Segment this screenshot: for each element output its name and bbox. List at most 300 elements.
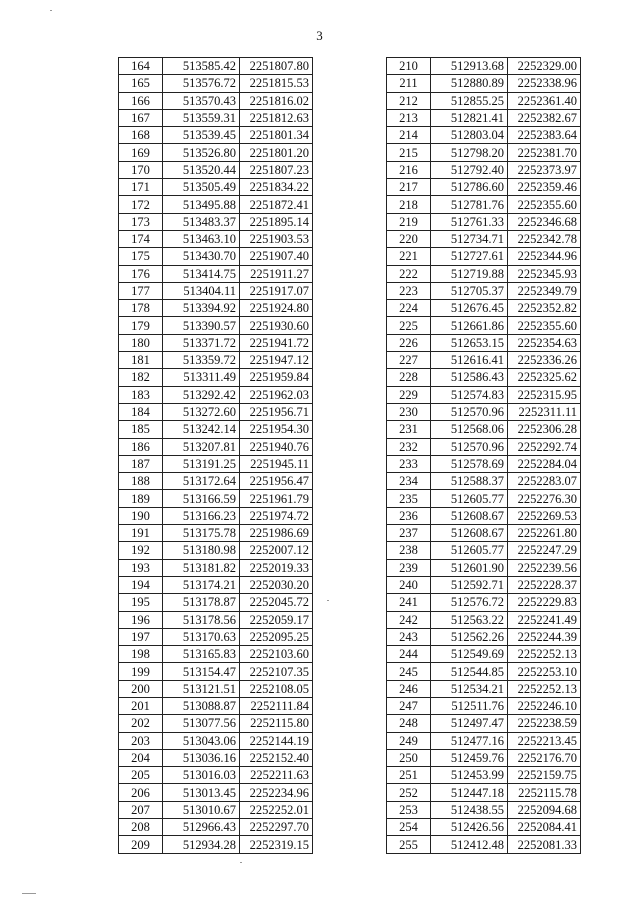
y-coordinate: 2252283.07 (508, 473, 581, 490)
point-number: 209 (119, 836, 163, 853)
y-coordinate: 2252336.26 (508, 352, 581, 369)
page-number: 3 (316, 28, 323, 43)
point-number: 218 (387, 196, 431, 213)
table-row (119, 317, 313, 334)
x-coordinate: 512592.71 (431, 576, 508, 593)
y-coordinate: 2252252.01 (240, 801, 313, 818)
table-row (119, 179, 313, 196)
table-row (387, 525, 581, 542)
point-number: 187 (119, 455, 163, 472)
table-row (387, 784, 581, 801)
x-coordinate: 513043.06 (163, 732, 240, 749)
point-number: 221 (387, 248, 431, 265)
x-coordinate: 512563.22 (431, 611, 508, 628)
x-coordinate: 512601.90 (431, 559, 508, 576)
table-row (387, 646, 581, 663)
x-coordinate: 513166.23 (163, 507, 240, 524)
point-number: 246 (387, 680, 431, 697)
x-coordinate: 513172.64 (163, 473, 240, 490)
point-number: 190 (119, 507, 163, 524)
point-number: 186 (119, 438, 163, 455)
point-number: 166 (119, 92, 163, 109)
table-row (119, 663, 313, 680)
x-coordinate: 513359.72 (163, 352, 240, 369)
point-number: 172 (119, 196, 163, 213)
point-number: 229 (387, 386, 431, 403)
point-number: 234 (387, 473, 431, 490)
point-number: 175 (119, 248, 163, 265)
x-coordinate: 513520.44 (163, 161, 240, 178)
point-number: 169 (119, 144, 163, 161)
table-row (387, 282, 581, 299)
y-coordinate: 2252084.41 (508, 819, 581, 836)
point-number: 191 (119, 525, 163, 542)
y-coordinate: 2252107.35 (240, 663, 313, 680)
table-row (387, 352, 581, 369)
x-coordinate: 513483.37 (163, 213, 240, 230)
point-number: 184 (119, 403, 163, 420)
x-coordinate: 512798.20 (431, 144, 508, 161)
point-number: 212 (387, 92, 431, 109)
point-number: 194 (119, 576, 163, 593)
point-number: 201 (119, 697, 163, 714)
point-number: 183 (119, 386, 163, 403)
point-number: 181 (119, 352, 163, 369)
x-coordinate: 512438.55 (431, 801, 508, 818)
x-coordinate: 512786.60 (431, 179, 508, 196)
y-coordinate: 2252381.70 (508, 144, 581, 161)
point-number: 211 (387, 75, 431, 92)
point-number: 200 (119, 680, 163, 697)
x-coordinate: 512453.99 (431, 767, 508, 784)
x-coordinate: 512426.56 (431, 819, 508, 836)
y-coordinate: 2251807.80 (240, 58, 313, 75)
table-row (387, 334, 581, 351)
x-coordinate: 513272.60 (163, 403, 240, 420)
x-coordinate: 513088.87 (163, 697, 240, 714)
coordinates-table-right (386, 57, 581, 854)
point-number: 227 (387, 352, 431, 369)
y-coordinate: 2252349.79 (508, 282, 581, 299)
y-coordinate: 2252238.59 (508, 715, 581, 732)
table-row (387, 369, 581, 386)
point-number: 217 (387, 179, 431, 196)
x-coordinate: 513463.10 (163, 230, 240, 247)
table-row (387, 576, 581, 593)
x-coordinate: 512549.69 (431, 646, 508, 663)
x-coordinate: 513311.49 (163, 369, 240, 386)
point-number: 243 (387, 628, 431, 645)
table-row (387, 732, 581, 749)
y-coordinate: 2252329.00 (508, 58, 581, 75)
y-coordinate: 2252229.83 (508, 594, 581, 611)
y-coordinate: 2252241.49 (508, 611, 581, 628)
y-coordinate: 2252152.40 (240, 749, 313, 766)
table-row (119, 403, 313, 420)
table-row (119, 58, 313, 75)
y-coordinate: 2252383.64 (508, 127, 581, 144)
table-row (119, 438, 313, 455)
x-coordinate: 513207.81 (163, 438, 240, 455)
table-row (119, 300, 313, 317)
point-number: 197 (119, 628, 163, 645)
coordinates-table-left (118, 57, 313, 854)
table-row (387, 542, 581, 559)
table-row (119, 715, 313, 732)
x-coordinate: 513371.72 (163, 334, 240, 351)
point-number: 215 (387, 144, 431, 161)
x-coordinate: 513174.21 (163, 576, 240, 593)
x-coordinate: 512734.71 (431, 230, 508, 247)
point-number: 228 (387, 369, 431, 386)
x-coordinate: 513559.31 (163, 109, 240, 126)
point-number: 179 (119, 317, 163, 334)
table-row (387, 801, 581, 818)
y-coordinate: 2251945.11 (240, 455, 313, 472)
y-coordinate: 2252252.13 (508, 646, 581, 663)
table-row (119, 92, 313, 109)
y-coordinate: 2251959.84 (240, 369, 313, 386)
x-coordinate: 512447.18 (431, 784, 508, 801)
table-row (119, 576, 313, 593)
x-coordinate: 512880.89 (431, 75, 508, 92)
table-row (119, 767, 313, 784)
y-coordinate: 2252319.15 (240, 836, 313, 853)
y-coordinate: 2251907.40 (240, 248, 313, 265)
x-coordinate: 512459.76 (431, 749, 508, 766)
y-coordinate: 2251947.12 (240, 352, 313, 369)
y-coordinate: 2252359.46 (508, 179, 581, 196)
y-coordinate: 2252354.63 (508, 334, 581, 351)
y-coordinate: 2251917.07 (240, 282, 313, 299)
point-number: 224 (387, 300, 431, 317)
table-row (387, 196, 581, 213)
point-number: 174 (119, 230, 163, 247)
y-coordinate: 2252315.95 (508, 386, 581, 403)
y-coordinate: 2251941.72 (240, 334, 313, 351)
point-number: 251 (387, 767, 431, 784)
scan-speck (327, 600, 329, 601)
x-coordinate: 513404.11 (163, 282, 240, 299)
table-row (119, 230, 313, 247)
point-number: 247 (387, 697, 431, 714)
x-coordinate: 512605.77 (431, 542, 508, 559)
table-row (387, 438, 581, 455)
point-number: 207 (119, 801, 163, 818)
x-coordinate: 513036.16 (163, 749, 240, 766)
point-number: 170 (119, 161, 163, 178)
y-coordinate: 2252269.53 (508, 507, 581, 524)
y-coordinate: 2252253.10 (508, 663, 581, 680)
x-coordinate: 512761.33 (431, 213, 508, 230)
y-coordinate: 2251834.22 (240, 179, 313, 196)
point-number: 244 (387, 646, 431, 663)
x-coordinate: 512705.37 (431, 282, 508, 299)
y-coordinate: 2252261.80 (508, 525, 581, 542)
y-coordinate: 2252115.80 (240, 715, 313, 732)
x-coordinate: 513165.83 (163, 646, 240, 663)
table-row (119, 559, 313, 576)
y-coordinate: 2251986.69 (240, 525, 313, 542)
x-coordinate: 512727.61 (431, 248, 508, 265)
x-coordinate: 512803.04 (431, 127, 508, 144)
table-row (119, 784, 313, 801)
point-number: 193 (119, 559, 163, 576)
table-row (387, 161, 581, 178)
table-row (387, 230, 581, 247)
x-coordinate: 512588.37 (431, 473, 508, 490)
point-number: 233 (387, 455, 431, 472)
x-coordinate: 512855.25 (431, 92, 508, 109)
y-coordinate: 2252246.10 (508, 697, 581, 714)
point-number: 164 (119, 58, 163, 75)
table-row (387, 403, 581, 420)
x-coordinate: 513010.67 (163, 801, 240, 818)
y-coordinate: 2252045.72 (240, 594, 313, 611)
table-row (387, 819, 581, 836)
x-coordinate: 512605.77 (431, 490, 508, 507)
table-row (387, 127, 581, 144)
y-coordinate: 2252344.96 (508, 248, 581, 265)
point-number: 225 (387, 317, 431, 334)
point-number: 188 (119, 473, 163, 490)
x-coordinate: 513505.49 (163, 179, 240, 196)
point-number: 239 (387, 559, 431, 576)
x-coordinate: 513077.56 (163, 715, 240, 732)
table-row (119, 161, 313, 178)
point-number: 238 (387, 542, 431, 559)
scan-speck (22, 893, 36, 894)
y-coordinate: 2251895.14 (240, 213, 313, 230)
x-coordinate: 512574.83 (431, 386, 508, 403)
y-coordinate: 2252059.17 (240, 611, 313, 628)
x-coordinate: 512608.67 (431, 525, 508, 542)
y-coordinate: 2252361.40 (508, 92, 581, 109)
table-row (119, 594, 313, 611)
x-coordinate: 513292.42 (163, 386, 240, 403)
point-number: 240 (387, 576, 431, 593)
table-row (387, 473, 581, 490)
table-row (119, 473, 313, 490)
table-row (119, 819, 313, 836)
x-coordinate: 513390.57 (163, 317, 240, 334)
y-coordinate: 2252292.74 (508, 438, 581, 455)
y-coordinate: 2251816.02 (240, 92, 313, 109)
x-coordinate: 512412.48 (431, 836, 508, 853)
y-coordinate: 2251801.20 (240, 144, 313, 161)
y-coordinate: 2252095.25 (240, 628, 313, 645)
x-coordinate: 513414.75 (163, 265, 240, 282)
x-coordinate: 513539.45 (163, 127, 240, 144)
point-number: 226 (387, 334, 431, 351)
point-number: 249 (387, 732, 431, 749)
point-number: 237 (387, 525, 431, 542)
y-coordinate: 2252019.33 (240, 559, 313, 576)
table-row (387, 213, 581, 230)
x-coordinate: 512792.40 (431, 161, 508, 178)
y-coordinate: 2252007.12 (240, 542, 313, 559)
y-coordinate: 2252325.62 (508, 369, 581, 386)
y-coordinate: 2252213.45 (508, 732, 581, 749)
point-number: 182 (119, 369, 163, 386)
table-row (387, 109, 581, 126)
x-coordinate: 512966.43 (163, 819, 240, 836)
point-number: 178 (119, 300, 163, 317)
y-coordinate: 2252144.19 (240, 732, 313, 749)
table-row (387, 75, 581, 92)
y-coordinate: 2251956.47 (240, 473, 313, 490)
point-number: 192 (119, 542, 163, 559)
point-number: 248 (387, 715, 431, 732)
table-row (387, 628, 581, 645)
point-number: 222 (387, 265, 431, 282)
table-row (119, 386, 313, 403)
table-row (119, 196, 313, 213)
table-row (119, 369, 313, 386)
y-coordinate: 2252081.33 (508, 836, 581, 853)
x-coordinate: 512578.69 (431, 455, 508, 472)
table-row (119, 455, 313, 472)
y-coordinate: 2252115.78 (508, 784, 581, 801)
x-coordinate: 513394.92 (163, 300, 240, 317)
x-coordinate: 512676.45 (431, 300, 508, 317)
table-row (119, 646, 313, 663)
table-row (387, 594, 581, 611)
x-coordinate: 512576.72 (431, 594, 508, 611)
table-row (119, 836, 313, 853)
point-number: 232 (387, 438, 431, 455)
table-row (119, 525, 313, 542)
table-row (387, 58, 581, 75)
y-coordinate: 2252346.68 (508, 213, 581, 230)
table-row (119, 801, 313, 818)
point-number: 230 (387, 403, 431, 420)
point-number: 177 (119, 282, 163, 299)
point-number: 255 (387, 836, 431, 853)
point-number: 198 (119, 646, 163, 663)
x-coordinate: 513154.47 (163, 663, 240, 680)
y-coordinate: 2251974.72 (240, 507, 313, 524)
point-number: 214 (387, 127, 431, 144)
y-coordinate: 2252108.05 (240, 680, 313, 697)
y-coordinate: 2251940.76 (240, 438, 313, 455)
point-number: 242 (387, 611, 431, 628)
y-coordinate: 2251801.34 (240, 127, 313, 144)
y-coordinate: 2252247.29 (508, 542, 581, 559)
table-row (119, 75, 313, 92)
y-coordinate: 2251812.63 (240, 109, 313, 126)
table-row (119, 213, 313, 230)
y-coordinate: 2252228.37 (508, 576, 581, 593)
point-number: 173 (119, 213, 163, 230)
table-row (119, 611, 313, 628)
point-number: 195 (119, 594, 163, 611)
point-number: 176 (119, 265, 163, 282)
table-row (119, 109, 313, 126)
table-row (387, 386, 581, 403)
y-coordinate: 2252030.20 (240, 576, 313, 593)
y-coordinate: 2252306.28 (508, 421, 581, 438)
table-row (387, 715, 581, 732)
x-coordinate: 513178.56 (163, 611, 240, 628)
table-row (387, 455, 581, 472)
table-row (387, 248, 581, 265)
x-coordinate: 513175.78 (163, 525, 240, 542)
point-number: 236 (387, 507, 431, 524)
y-coordinate: 2252382.67 (508, 109, 581, 126)
table-row (119, 334, 313, 351)
y-coordinate: 2252211.63 (240, 767, 313, 784)
y-coordinate: 2252355.60 (508, 317, 581, 334)
point-number: 220 (387, 230, 431, 247)
x-coordinate: 512544.85 (431, 663, 508, 680)
y-coordinate: 2252159.75 (508, 767, 581, 784)
x-coordinate: 513170.63 (163, 628, 240, 645)
x-coordinate: 513178.87 (163, 594, 240, 611)
x-coordinate: 513016.03 (163, 767, 240, 784)
point-number: 252 (387, 784, 431, 801)
x-coordinate: 512934.28 (163, 836, 240, 853)
table-row (119, 352, 313, 369)
table-row (119, 421, 313, 438)
table-row (387, 179, 581, 196)
point-number: 196 (119, 611, 163, 628)
x-coordinate: 512781.76 (431, 196, 508, 213)
y-coordinate: 2252284.04 (508, 455, 581, 472)
y-coordinate: 2252345.93 (508, 265, 581, 282)
x-coordinate: 513013.45 (163, 784, 240, 801)
point-number: 185 (119, 421, 163, 438)
x-coordinate: 513181.82 (163, 559, 240, 576)
table-row (387, 611, 581, 628)
y-coordinate: 2252244.39 (508, 628, 581, 645)
x-coordinate: 512562.26 (431, 628, 508, 645)
x-coordinate: 513191.25 (163, 455, 240, 472)
table-row (119, 749, 313, 766)
point-number: 250 (387, 749, 431, 766)
scan-speck (50, 10, 52, 11)
point-number: 223 (387, 282, 431, 299)
table-row (119, 127, 313, 144)
y-coordinate: 2252311.11 (508, 403, 581, 420)
table-row (119, 265, 313, 282)
y-coordinate: 2252176.70 (508, 749, 581, 766)
y-coordinate: 2252373.97 (508, 161, 581, 178)
table-row (119, 680, 313, 697)
y-coordinate: 2251961.79 (240, 490, 313, 507)
table-row (119, 542, 313, 559)
point-number: 210 (387, 58, 431, 75)
y-coordinate: 2252252.13 (508, 680, 581, 697)
x-coordinate: 512913.68 (431, 58, 508, 75)
table-row (387, 663, 581, 680)
x-coordinate: 513430.70 (163, 248, 240, 265)
table-row (119, 144, 313, 161)
y-coordinate: 2251956.71 (240, 403, 313, 420)
y-coordinate: 2252342.78 (508, 230, 581, 247)
x-coordinate: 513166.59 (163, 490, 240, 507)
point-number: 208 (119, 819, 163, 836)
y-coordinate: 2251807.23 (240, 161, 313, 178)
table-row (387, 507, 581, 524)
x-coordinate: 513526.80 (163, 144, 240, 161)
x-coordinate: 512661.86 (431, 317, 508, 334)
point-number: 216 (387, 161, 431, 178)
point-number: 206 (119, 784, 163, 801)
point-number: 219 (387, 213, 431, 230)
y-coordinate: 2251954.30 (240, 421, 313, 438)
point-number: 205 (119, 767, 163, 784)
